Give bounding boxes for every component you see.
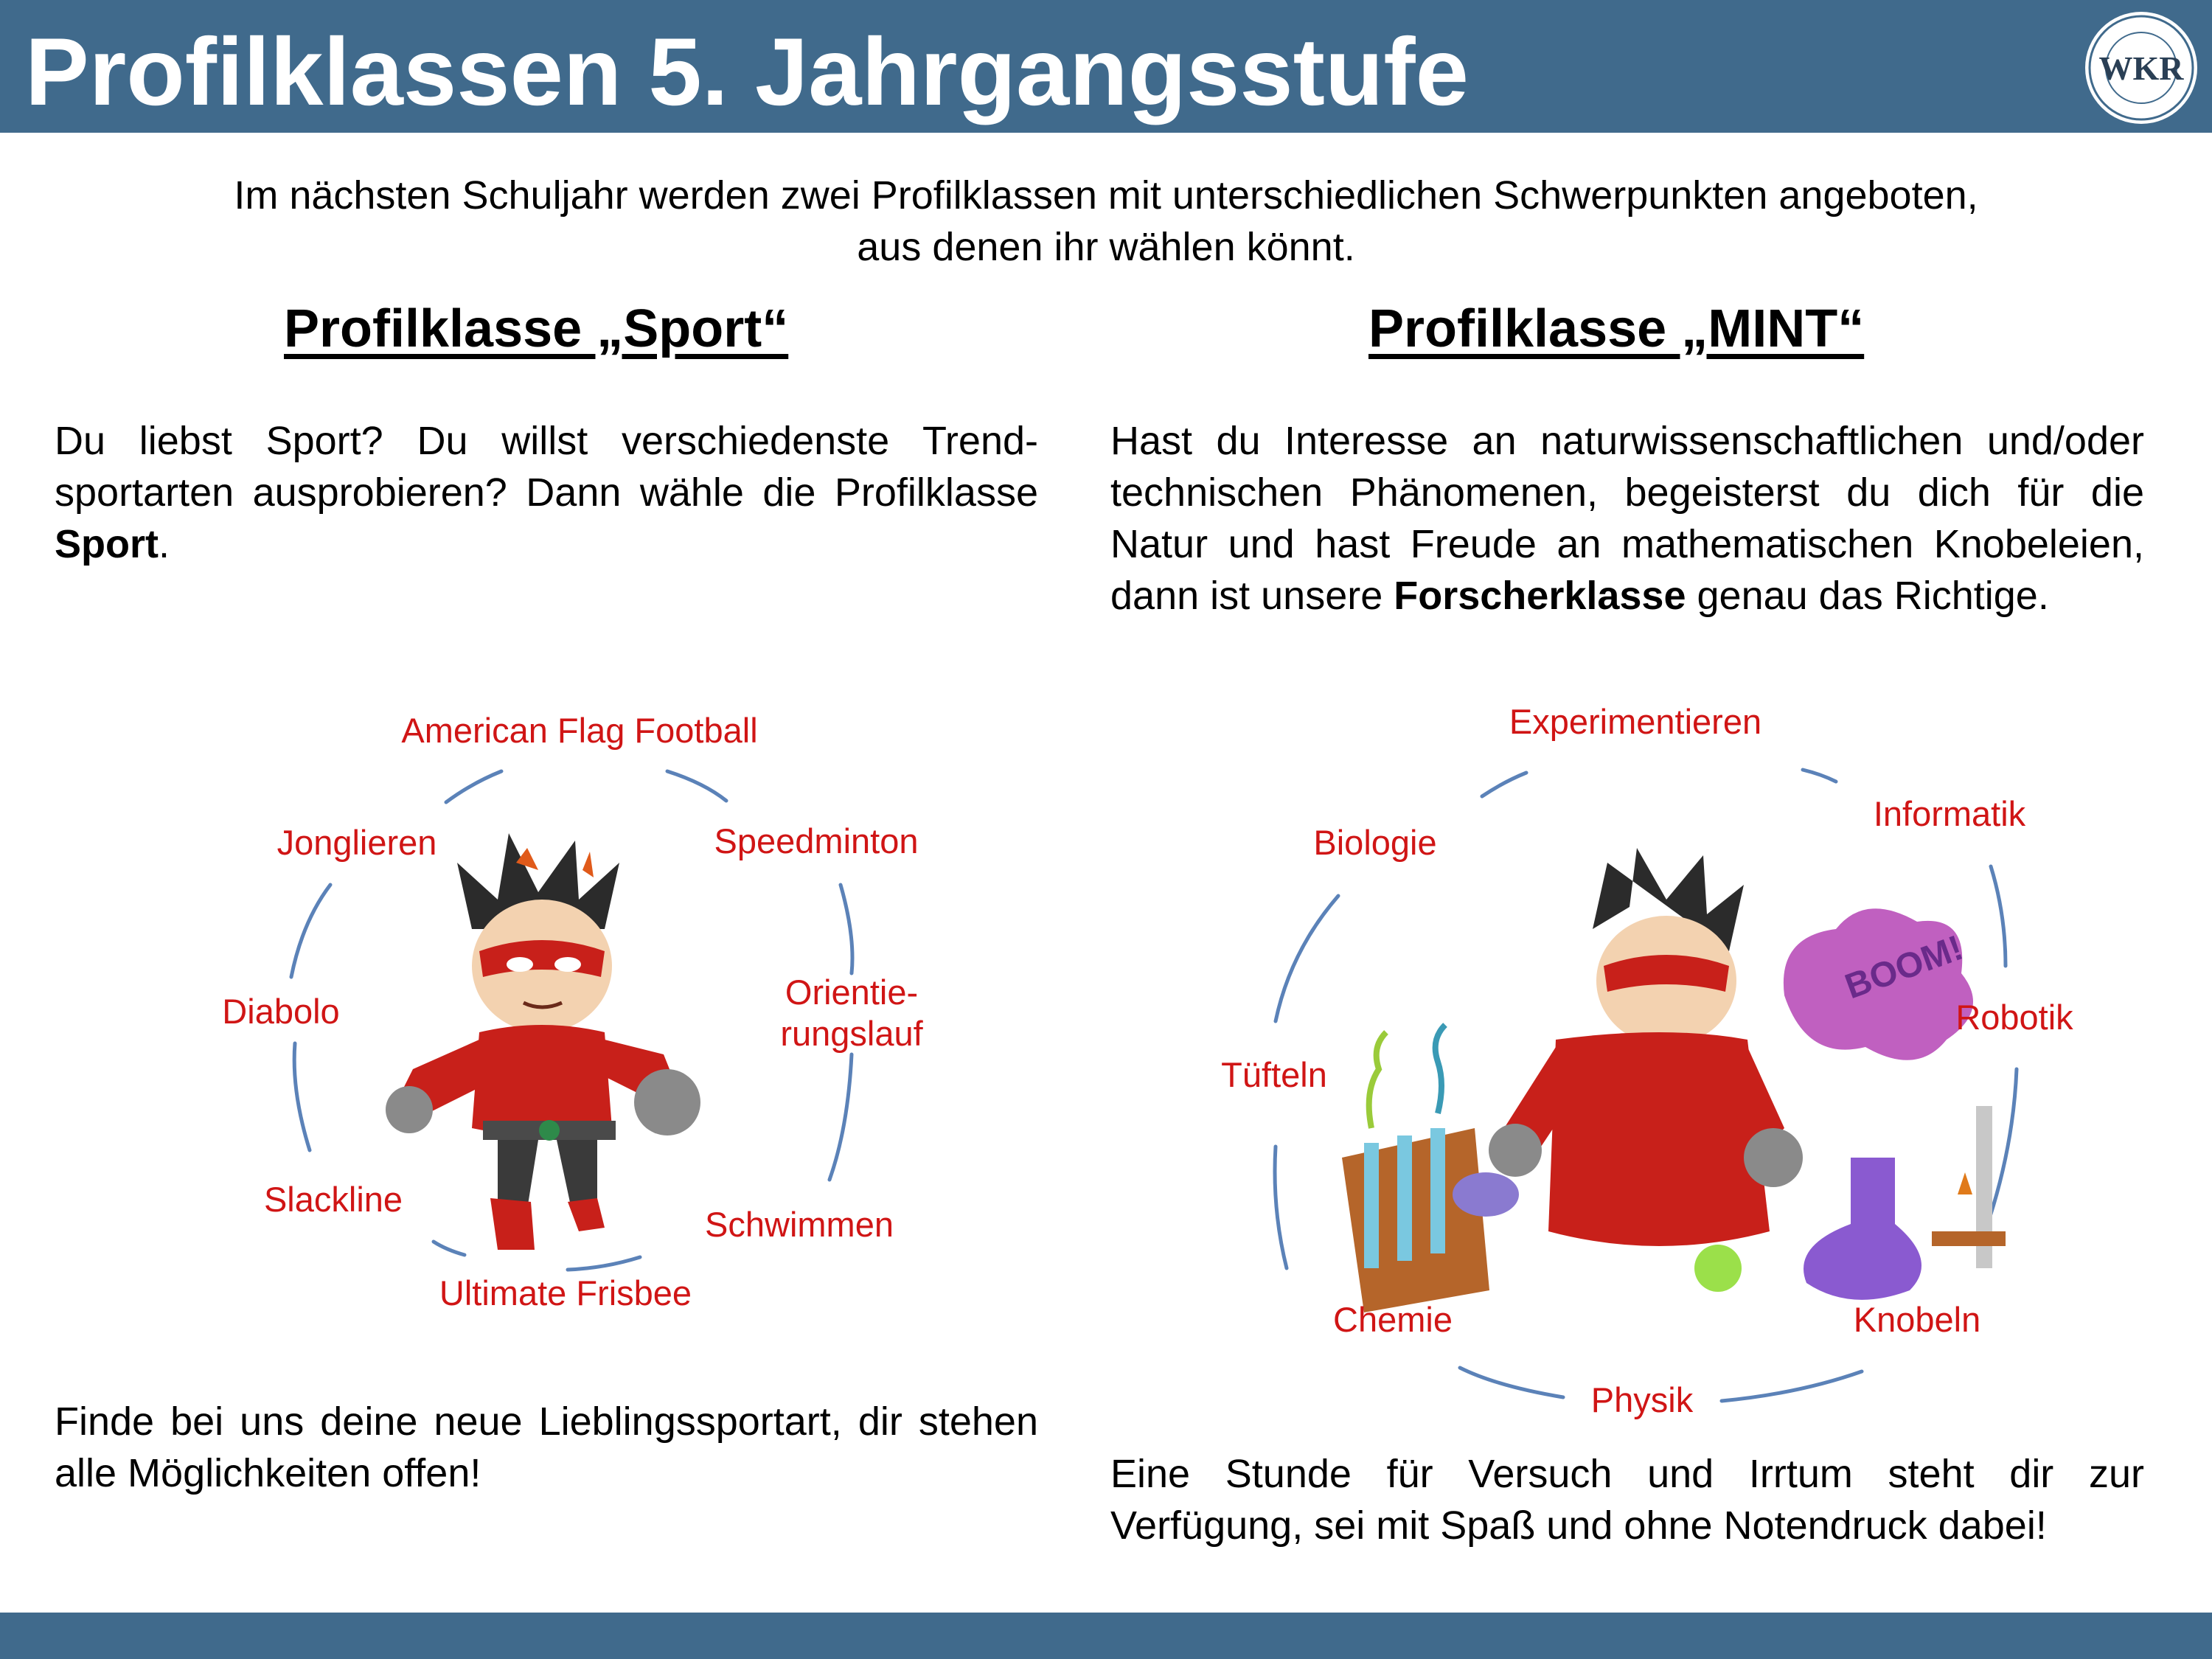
- mint-label-knobeln: Knobeln: [1853, 1300, 1981, 1339]
- sport-arc-7: [294, 1043, 310, 1150]
- mint-label-experimentieren: Experimentieren: [1509, 702, 1762, 741]
- logo-initials: WKR: [2098, 49, 2184, 87]
- mint-arc-2: [1803, 770, 1836, 782]
- mint-arc-8: [1276, 896, 1338, 1021]
- sport-label-orientierungslauf-line-2: rungslauf: [780, 1014, 923, 1053]
- intro-line-2: aus denen ihr wählen könnt.: [857, 225, 1355, 269]
- mint-label-tuefteln: Tüfteln: [1221, 1055, 1327, 1094]
- sport-label-schwimmen: Schwimmen: [705, 1205, 894, 1244]
- sport-arc-2: [667, 771, 726, 801]
- sport-arc-8: [291, 885, 330, 977]
- mint-label-biologie: Biologie: [1313, 823, 1437, 862]
- sport-label-orientierungslauf: [780, 972, 922, 1054]
- sport-closing-text: Finde bei uns deine neue Lieblingssportart, dir stehen alle Möglichkeiten offen!: [55, 1399, 1038, 1495]
- sport-text-end: .: [159, 522, 170, 566]
- sport-label-slackline: Slackline: [263, 1180, 403, 1219]
- sport-label-speedminton: Speedminton: [714, 821, 919, 860]
- sport-text-bold: Sport: [55, 522, 159, 566]
- sport-label-american-flag-football: American Flag Football: [401, 711, 758, 750]
- footer-bar: [0, 1613, 2212, 1659]
- mint-arc-7: [1275, 1147, 1287, 1268]
- sport-label-jonglieren: Jonglieren: [276, 823, 437, 862]
- mint-arc-5: [1722, 1371, 1862, 1401]
- mint-closing-text: Eine Stunde für Versuch und Irrtum steht dir zur Verfügung, sei mit Spaß und ohne Notendruck dabei!: [1110, 1452, 2144, 1548]
- mint-label-physik: Physik: [1590, 1380, 1694, 1419]
- sport-label-orientierungslauf-line-1: Orientie-: [785, 973, 919, 1012]
- mint-arc-6: [1460, 1368, 1563, 1397]
- sport-arc-4: [830, 1054, 852, 1180]
- mint-label-informatik: Informatik: [1873, 794, 2026, 833]
- mint-text-start: Hast du Interesse an naturwissenschaftlichen und/oder technischen Phänomenen, begeisterst du dich für die Natur und hast Freude an mathematischen Knobeleien, dann ist unsere: [1110, 419, 2144, 618]
- mint-text-bold: Forscherklasse: [1394, 574, 1686, 618]
- boom-text: BOOM!: [1840, 928, 1969, 1007]
- sport-text-start: Du liebst Sport? Du willst verschiedenste Trend-sportarten ausprobieren? Dann wähle die Profilklasse: [55, 419, 1038, 515]
- mint-label-robotik: Robotik: [1955, 998, 2073, 1037]
- sport-arc-3: [841, 885, 852, 973]
- mint-label-chemie: Chemie: [1333, 1300, 1453, 1339]
- intro-line-1: Im nächsten Schuljahr werden zwei Profilklassen mit unterschiedlichen Schwerpunkten angeboten,: [234, 173, 1978, 218]
- sport-title: Profilklasse „Sport“: [284, 299, 789, 358]
- mint-hero-illustration: [1335, 848, 2020, 1312]
- page-title: Profilklassen 5. Jahrgangsstufe: [25, 18, 1469, 125]
- mint-title: Profilklasse „MINT“: [1368, 299, 1865, 358]
- mint-arc-1: [1482, 773, 1526, 796]
- mint-text-end: genau das Richtige.: [1686, 574, 2049, 618]
- sport-arc-1: [446, 771, 501, 802]
- sport-label-ultimate-frisbee: Ultimate Frisbee: [439, 1273, 692, 1312]
- sport-label-diabolo: Diabolo: [222, 992, 340, 1031]
- sport-hero-illustration: [369, 818, 752, 1261]
